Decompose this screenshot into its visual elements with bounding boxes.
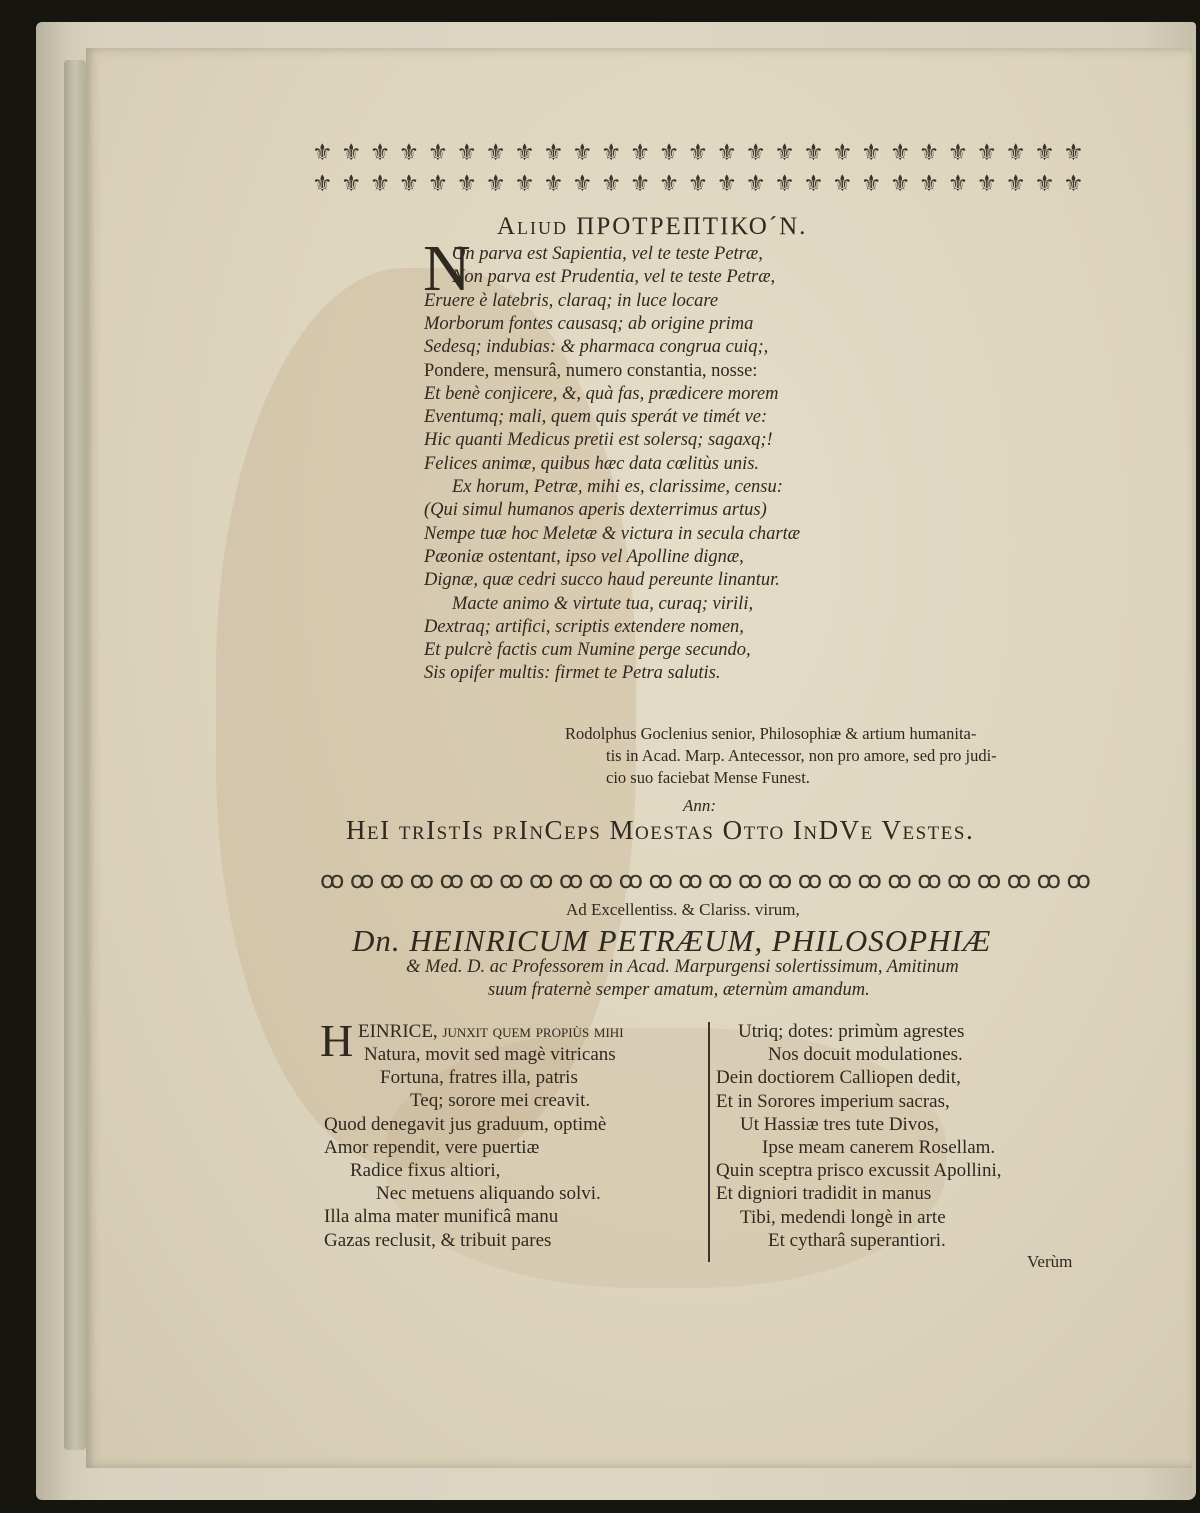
fleuron-icon: ⚜ (803, 140, 824, 166)
dedication-name: Dn. HEINRICUM PETRÆUM, PHILOSOPHIÆ (352, 923, 992, 958)
signature-line: tis in Acad. Marp. Antecessor, non pro amore, sed pro judi- (606, 746, 997, 765)
knot-ornament-icon: ꝏ (499, 866, 523, 894)
knot-ornament-icon: ꝏ (588, 866, 613, 894)
chronogram: HeI trIstIs prInCeps Moestas Otto InDVe Vestes. (346, 815, 975, 845)
fleuron-icon: ⚜ (716, 171, 738, 197)
knot-ornament-icon: ꝏ (917, 866, 941, 894)
ode-left-line: Fortuna, fratres illa, patris (380, 1067, 578, 1089)
fleuron-icon: ⚜ (427, 140, 449, 166)
ode-right-line: Et digniori tradidit in manus (716, 1183, 932, 1205)
fleuron-row (312, 140, 1084, 167)
fleuron-icon: ⚜ (1034, 171, 1055, 197)
fleuron-icon: ⚜ (716, 140, 738, 166)
knot-ornament-icon: ꝏ (558, 866, 583, 894)
fleuron-icon: ⚜ (1063, 171, 1084, 197)
ode-right-line: Utriq; dotes: primùm agrestes (738, 1021, 965, 1042)
knot-ornament-icon: ꝏ (320, 866, 344, 894)
knot-ornament-icon: ꝏ (738, 866, 762, 894)
ode-right-line: Ipse meam canerem Rosellam. (762, 1137, 996, 1158)
fleuron-icon: ⚜ (774, 140, 795, 166)
poem-line: Eventumq; mali, quem quis sperát ve timét ve: (424, 407, 768, 428)
ode-right-line: Dein doctiorem Calliopen dedit, (716, 1067, 961, 1089)
knot-ornament-icon: ꝏ (529, 866, 553, 894)
fleuron-icon: ⚜ (369, 171, 391, 197)
fleuron-row (312, 171, 1084, 198)
fleuron-icon: ⚜ (312, 171, 333, 197)
ode-left-line: Nec metuens aliquando solvi. (376, 1183, 601, 1205)
knot-ornament-icon: ꝏ (349, 866, 374, 894)
poem-line: Sedesq; indubias: & pharmaca congrua cuiq;, (424, 337, 769, 358)
ode-right-line: Et in Sorores imperium sacras, (716, 1090, 950, 1112)
fleuron-icon: ⚜ (889, 140, 911, 166)
fleuron-icon: ⚜ (1005, 171, 1026, 197)
ode-left-line: Illa alma mater munificâ manu (324, 1206, 559, 1228)
ode-right-line: Quin sceptra prisco excussit Apollini, (716, 1160, 1002, 1182)
heading-greek: ΠΡΟΤΡΕΠΤΙΚΟ´Ν. (576, 213, 808, 240)
ode-left-line: Radice fixus altiori, (350, 1160, 501, 1181)
knot-ornament-icon: ꝏ (947, 866, 971, 894)
fleuron-icon: ⚜ (976, 171, 998, 197)
ode-right-line: Tibi, medendi longè in arte (740, 1206, 946, 1228)
ode-right-line: Ut Hassiæ tres tute Divos, (740, 1113, 939, 1135)
ode-left-line: Teq; sorore mei creavit. (410, 1090, 591, 1112)
fleuron-icon: ⚜ (889, 171, 911, 197)
fleuron-icon: ⚜ (427, 171, 449, 197)
fleuron-icon: ⚜ (687, 171, 709, 197)
dedication-line-3: & Med. D. ac Professorem in Acad. Marpurgensi solertissimum, Amitinum (406, 957, 959, 977)
ode-left-line: Gazas reclusit, & tribuit pares (324, 1229, 552, 1251)
fleuron-icon: ⚜ (600, 171, 622, 197)
fleuron-icon: ⚜ (485, 140, 506, 166)
column-divider (708, 1022, 710, 1262)
fleuron-icon: ⚜ (514, 171, 535, 197)
poem-line: Pondere, mensurâ, numero constantia, nosse: (424, 360, 758, 381)
fleuron-icon: ⚜ (860, 140, 882, 166)
poem-line: Ex horum, Petræ, mihi es, clarissime, censu: (452, 477, 783, 497)
fleuron-icon: ⚜ (398, 140, 420, 166)
fleuron-icon: ⚜ (774, 171, 795, 197)
fleuron-icon: ⚜ (947, 171, 969, 197)
knot-ornament-icon: ꝏ (379, 866, 404, 894)
fleuron-icon: ⚜ (918, 171, 940, 197)
fleuron-icon: ⚜ (485, 171, 506, 197)
fleuron-icon: ⚜ (658, 140, 680, 166)
poem-line: Dignæ, quæ cedri succo haud pereunte linantur. (424, 570, 780, 591)
fleuron-icon: ⚜ (860, 171, 882, 197)
knot-ornament-icon: ꝏ (409, 866, 434, 894)
fleuron-icon: ⚜ (629, 171, 651, 197)
knot-ornament-icon: ꝏ (708, 866, 732, 894)
fleuron-icon: ⚜ (340, 140, 362, 166)
poem-line: Dextraq; artifici, scriptis extendere nomen, (424, 616, 744, 637)
knot-ornament-band (320, 866, 1090, 894)
fleuron-icon: ⚜ (572, 140, 593, 166)
knot-ornament-icon: ꝏ (1066, 866, 1090, 894)
knot-ornament-icon: ꝏ (618, 866, 643, 894)
fleuron-icon: ⚜ (803, 171, 824, 197)
knot-ornament-icon: ꝏ (1006, 866, 1031, 894)
fleuron-icon: ⚜ (745, 140, 766, 166)
poem-line: (Qui simul humanos aperis dexterrimus artus) (424, 500, 767, 521)
fleuron-icon: ⚜ (745, 171, 766, 197)
fleuron-icon: ⚜ (832, 171, 853, 197)
fleuron-icon: ⚜ (976, 140, 998, 166)
ode-left-line-first: EINRICE, junxit quem propiùs mihi (358, 1021, 624, 1042)
fleuron-band-top (312, 140, 1084, 198)
knot-ornament-icon: ꝏ (1036, 866, 1061, 894)
poem-line: Nempe tuæ hoc Meletæ & victura in secula chartæ (424, 523, 801, 544)
ann-label: Ann: (683, 796, 717, 815)
heading-prefix: Aliud (497, 213, 569, 240)
fleuron-icon: ⚜ (340, 171, 362, 197)
fleuron-icon: ⚜ (398, 171, 420, 197)
fleuron-icon: ⚜ (514, 140, 535, 166)
knot-ornament-icon: ꝏ (976, 866, 1001, 894)
fleuron-icon: ⚜ (947, 140, 969, 166)
catchword: Verùm (1027, 1252, 1073, 1271)
ode-right-line: Nos docuit modulationes. (768, 1044, 963, 1066)
poem-line: Macte animo & virtute tua, curaq; virili, (452, 593, 754, 614)
fleuron-icon: ⚜ (629, 140, 651, 166)
knot-ornament-icon: ꝏ (827, 866, 852, 894)
ode-left-line: Quod denegavit jus graduum, optimè (324, 1113, 607, 1135)
fleuron-icon: ⚜ (832, 140, 853, 166)
fleuron-icon: ⚜ (369, 140, 391, 166)
knot-ornament-icon: ꝏ (797, 866, 822, 894)
poem-line: Morborum fontes causasq; ab origine prima (424, 313, 754, 334)
knot-ornament-icon: ꝏ (887, 866, 911, 894)
fleuron-icon: ⚜ (543, 140, 564, 166)
poem-line: Felices animæ, quibus hæc data cœlitùs unis. (424, 453, 760, 474)
fleuron-icon: ⚜ (658, 171, 680, 197)
fleuron-icon: ⚜ (1034, 140, 1055, 166)
poem-line: Pæoniæ ostentant, ipso vel Apolline dignæ, (424, 546, 744, 567)
fleuron-icon: ⚜ (572, 171, 593, 197)
poem-dropcap: N (423, 232, 471, 305)
ode-left-line: Natura, movit sed magè vitricans (364, 1044, 616, 1065)
signature-line: Rodolphus Goclenius senior, Philosophiæ & artium humanita- (565, 724, 977, 743)
fleuron-icon: ⚜ (1005, 140, 1026, 166)
fleuron-icon: ⚜ (543, 171, 564, 197)
fleuron-icon: ⚜ (312, 140, 333, 166)
poem-line: Non parva est Prudentia, vel te teste Petræ, (452, 267, 776, 288)
poem-line: Et pulcrè factis cum Numine perge secundo, (424, 640, 751, 661)
book-edge (64, 60, 86, 1450)
dedication-line-1: Ad Excellentiss. & Clariss. virum, (566, 900, 800, 919)
fleuron-icon: ⚜ (1063, 140, 1084, 166)
knot-ornament-icon: ꝏ (439, 866, 463, 894)
poem-heading (497, 213, 807, 241)
fleuron-icon: ⚜ (918, 140, 940, 166)
poem-line: Sis opifer multis: firmet te Petra salutis. (424, 663, 721, 684)
ode-right-line: Et cytharâ superantiori. (768, 1229, 946, 1251)
fleuron-icon: ⚜ (456, 140, 478, 166)
fleuron-icon: ⚜ (456, 171, 478, 197)
knot-ornament-icon: ꝏ (648, 866, 672, 894)
knot-ornament-icon: ꝏ (767, 866, 792, 894)
ode-left-line: Amor rependit, vere puertiæ (324, 1136, 540, 1158)
knot-ornament-icon: ꝏ (678, 866, 702, 894)
knot-ornament-icon: ꝏ (469, 866, 493, 894)
fleuron-icon: ⚜ (687, 140, 709, 166)
poem-line: Et benè conjicere, &, quà fas, prædicere morem (424, 383, 779, 404)
ode-dropcap: H (320, 1015, 354, 1066)
dedication-line-4: suum fraternè semper amatum, æternùm amandum. (488, 980, 870, 1000)
poem-line: Eruere è latebris, claraq; in luce locare (424, 290, 719, 311)
poem-line: On parva est Sapientia, vel te teste Petræ, (452, 244, 763, 264)
signature-line: cio suo faciebat Mense Funest. (606, 768, 810, 787)
knot-ornament-icon: ꝏ (857, 866, 881, 894)
fleuron-icon: ⚜ (600, 140, 622, 166)
poem-line: Hic quanti Medicus pretii est solersq; sagaxq;! (424, 430, 773, 451)
